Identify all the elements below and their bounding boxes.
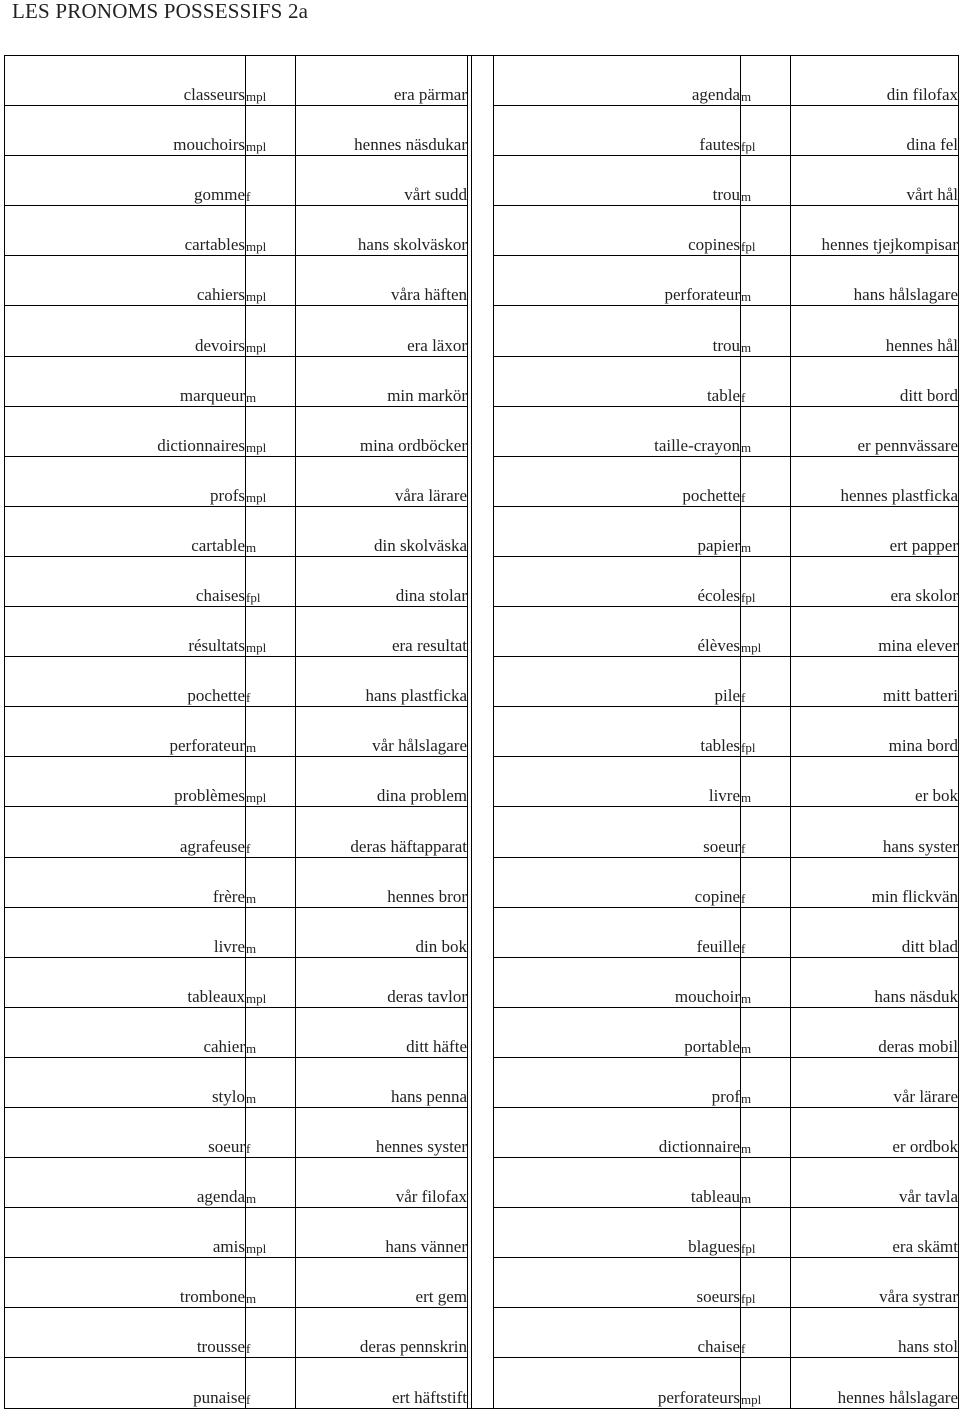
french-noun-left: marqueur xyxy=(5,356,246,406)
gender-right: mpl xyxy=(741,607,791,657)
divider-gap xyxy=(472,1258,494,1308)
french-noun-left: trousse xyxy=(5,1308,246,1358)
gender-right: m xyxy=(741,306,791,356)
french-noun-left: gomme xyxy=(5,156,246,206)
table-row xyxy=(5,106,959,156)
gender-right: f xyxy=(741,907,791,957)
gender-left: m xyxy=(246,907,296,957)
french-noun-right: portable xyxy=(494,1007,741,1057)
french-noun-left: cahiers xyxy=(5,256,246,306)
table-row xyxy=(5,1057,959,1107)
table-row xyxy=(5,957,959,1007)
french-noun-left: trombone xyxy=(5,1258,246,1308)
french-noun-right: dictionnaire xyxy=(494,1107,741,1157)
french-noun-left: stylo xyxy=(5,1057,246,1107)
divider-gap xyxy=(472,406,494,456)
table-row xyxy=(5,1007,959,1057)
french-noun-left: amis xyxy=(5,1208,246,1258)
swedish-translation-left: hans vänner xyxy=(296,1208,468,1258)
swedish-translation-left: deras pennskrin xyxy=(296,1308,468,1358)
divider-gap xyxy=(472,1107,494,1157)
gender-right: f xyxy=(741,807,791,857)
french-noun-right: perforateur xyxy=(494,256,741,306)
swedish-translation-right: mina elever xyxy=(791,607,959,657)
swedish-translation-left: vår filofax xyxy=(296,1158,468,1208)
swedish-translation-right: er bok xyxy=(791,757,959,807)
swedish-translation-right: er pennvässare xyxy=(791,406,959,456)
french-noun-right: fautes xyxy=(494,106,741,156)
table-row xyxy=(5,807,959,857)
gender-left: mpl xyxy=(246,56,296,106)
swedish-translation-right: hans näsduk xyxy=(791,957,959,1007)
gender-left: f xyxy=(246,1308,296,1358)
french-noun-left: classeurs xyxy=(5,56,246,106)
french-noun-right: soeurs xyxy=(494,1258,741,1308)
divider-gap xyxy=(472,807,494,857)
table-row xyxy=(5,56,959,106)
divider-gap xyxy=(472,957,494,1007)
french-noun-left: pochette xyxy=(5,657,246,707)
french-noun-left: cahier xyxy=(5,1007,246,1057)
french-noun-left: perforateur xyxy=(5,707,246,757)
divider-gap xyxy=(472,356,494,406)
gender-right: f xyxy=(741,657,791,707)
gender-left: m xyxy=(246,1007,296,1057)
french-noun-left: agrafeuse xyxy=(5,807,246,857)
french-noun-left: soeur xyxy=(5,1107,246,1157)
table-row xyxy=(5,657,959,707)
gender-left: m xyxy=(246,857,296,907)
table-row xyxy=(5,1158,959,1208)
table-row xyxy=(5,256,959,306)
gender-right: m xyxy=(741,1007,791,1057)
table-row xyxy=(5,1308,959,1358)
swedish-translation-right: vårt hål xyxy=(791,156,959,206)
swedish-translation-left: hennes bror xyxy=(296,857,468,907)
french-noun-right: tables xyxy=(494,707,741,757)
swedish-translation-right: vår lärare xyxy=(791,1057,959,1107)
divider-gap xyxy=(472,1208,494,1258)
swedish-translation-right: hennes hålslagare xyxy=(791,1358,959,1408)
french-noun-left: problèmes xyxy=(5,757,246,807)
swedish-translation-left: hennes syster xyxy=(296,1107,468,1157)
table-row xyxy=(5,1208,959,1258)
swedish-translation-left: deras häftapparat xyxy=(296,807,468,857)
table-row xyxy=(5,1258,959,1308)
french-noun-right: trou xyxy=(494,156,741,206)
table-row xyxy=(5,506,959,556)
french-noun-right: pochette xyxy=(494,456,741,506)
swedish-translation-right: hennes hål xyxy=(791,306,959,356)
divider-gap xyxy=(472,1057,494,1107)
gender-right: fpl xyxy=(741,1208,791,1258)
swedish-translation-left: era resultat xyxy=(296,607,468,657)
gender-right: mpl xyxy=(741,1358,791,1408)
gender-left: mpl xyxy=(246,607,296,657)
table-row xyxy=(5,1107,959,1157)
gender-right: fpl xyxy=(741,556,791,606)
french-noun-right: mouchoir xyxy=(494,957,741,1007)
french-noun-left: devoirs xyxy=(5,306,246,356)
divider-gap xyxy=(472,757,494,807)
gender-right: f xyxy=(741,456,791,506)
gender-left: f xyxy=(246,156,296,206)
swedish-translation-left: mina ordböcker xyxy=(296,406,468,456)
french-noun-right: écoles xyxy=(494,556,741,606)
swedish-translation-right: hans hålslagare xyxy=(791,256,959,306)
french-noun-right: blagues xyxy=(494,1208,741,1258)
french-noun-right: chaise xyxy=(494,1308,741,1358)
divider-gap xyxy=(472,206,494,256)
divider-gap xyxy=(472,256,494,306)
table-row xyxy=(5,707,959,757)
gender-right: m xyxy=(741,56,791,106)
french-noun-right: perforateurs xyxy=(494,1358,741,1408)
table-row xyxy=(5,406,959,456)
divider-gap xyxy=(472,156,494,206)
table-row xyxy=(5,206,959,256)
swedish-translation-left: ditt häfte xyxy=(296,1007,468,1057)
swedish-translation-right: ditt bord xyxy=(791,356,959,406)
french-noun-right: prof xyxy=(494,1057,741,1107)
gender-right: fpl xyxy=(741,707,791,757)
gender-left: mpl xyxy=(246,957,296,1007)
swedish-translation-right: hennes tjejkompisar xyxy=(791,206,959,256)
french-noun-left: dictionnaires xyxy=(5,406,246,456)
swedish-translation-left: våra häften xyxy=(296,256,468,306)
french-noun-right: livre xyxy=(494,757,741,807)
gender-right: fpl xyxy=(741,106,791,156)
table-row xyxy=(5,757,959,807)
gender-right: m xyxy=(741,1158,791,1208)
divider-gap xyxy=(472,456,494,506)
swedish-translation-right: min flickvän xyxy=(791,857,959,907)
french-noun-right: tableau xyxy=(494,1158,741,1208)
french-noun-left: cartable xyxy=(5,506,246,556)
swedish-translation-right: hans syster xyxy=(791,807,959,857)
swedish-translation-left: hans penna xyxy=(296,1057,468,1107)
gender-left: mpl xyxy=(246,456,296,506)
swedish-translation-left: dina problem xyxy=(296,757,468,807)
gender-left: mpl xyxy=(246,306,296,356)
gender-right: m xyxy=(741,757,791,807)
french-noun-left: tableaux xyxy=(5,957,246,1007)
gender-left: mpl xyxy=(246,256,296,306)
french-noun-right: trou xyxy=(494,306,741,356)
french-noun-right: pile xyxy=(494,657,741,707)
divider-gap xyxy=(472,857,494,907)
swedish-translation-right: ert papper xyxy=(791,506,959,556)
gender-left: mpl xyxy=(246,406,296,456)
french-noun-left: cartables xyxy=(5,206,246,256)
divider-gap xyxy=(472,907,494,957)
swedish-translation-right: vår tavla xyxy=(791,1158,959,1208)
french-noun-left: frère xyxy=(5,857,246,907)
gender-left: m xyxy=(246,1057,296,1107)
swedish-translation-right: dina fel xyxy=(791,106,959,156)
table-row xyxy=(5,456,959,506)
swedish-translation-left: din bok xyxy=(296,907,468,957)
swedish-translation-right: era skämt xyxy=(791,1208,959,1258)
french-noun-right: taille-crayon xyxy=(494,406,741,456)
gender-right: m xyxy=(741,156,791,206)
swedish-translation-left: min markör xyxy=(296,356,468,406)
gender-right: m xyxy=(741,1107,791,1157)
table-row xyxy=(5,356,959,406)
swedish-translation-right: hennes plastficka xyxy=(791,456,959,506)
french-noun-right: soeur xyxy=(494,807,741,857)
gender-left: mpl xyxy=(246,206,296,256)
gender-right: f xyxy=(741,1308,791,1358)
french-noun-left: résultats xyxy=(5,607,246,657)
swedish-translation-right: mina bord xyxy=(791,707,959,757)
gender-left: mpl xyxy=(246,106,296,156)
gender-left: f xyxy=(246,1107,296,1157)
french-noun-right: élèves xyxy=(494,607,741,657)
gender-right: fpl xyxy=(741,1258,791,1308)
divider-gap xyxy=(472,306,494,356)
swedish-translation-left: hans skolväskor xyxy=(296,206,468,256)
divider-gap xyxy=(472,1158,494,1208)
swedish-translation-right: deras mobil xyxy=(791,1007,959,1057)
divider-gap xyxy=(472,607,494,657)
gender-left: fpl xyxy=(246,556,296,606)
gender-right: f xyxy=(741,857,791,907)
french-noun-left: punaise xyxy=(5,1358,246,1408)
swedish-translation-right: era skolor xyxy=(791,556,959,606)
table-row xyxy=(5,1358,959,1408)
french-noun-right: feuille xyxy=(494,907,741,957)
gender-left: m xyxy=(246,707,296,757)
french-noun-left: mouchoirs xyxy=(5,106,246,156)
swedish-translation-left: ert häftstift xyxy=(296,1358,468,1408)
swedish-translation-left: dina stolar xyxy=(296,556,468,606)
swedish-translation-right: er ordbok xyxy=(791,1107,959,1157)
gender-left: mpl xyxy=(246,1208,296,1258)
french-noun-left: livre xyxy=(5,907,246,957)
french-noun-right: agenda xyxy=(494,56,741,106)
swedish-translation-left: era pärmar xyxy=(296,56,468,106)
divider-gap xyxy=(472,506,494,556)
french-noun-left: chaises xyxy=(5,556,246,606)
gender-left: m xyxy=(246,1258,296,1308)
gender-right: m xyxy=(741,406,791,456)
swedish-translation-left: ert gem xyxy=(296,1258,468,1308)
swedish-translation-left: deras tavlor xyxy=(296,957,468,1007)
divider-gap xyxy=(472,1308,494,1358)
swedish-translation-right: våra systrar xyxy=(791,1258,959,1308)
french-noun-right: papier xyxy=(494,506,741,556)
gender-left: f xyxy=(246,657,296,707)
table-row xyxy=(5,907,959,957)
divider-gap xyxy=(472,1007,494,1057)
gender-right: f xyxy=(741,356,791,406)
swedish-translation-right: mitt batteri xyxy=(791,657,959,707)
vocabulary-table xyxy=(4,55,959,1409)
swedish-translation-left: hennes näsdukar xyxy=(296,106,468,156)
divider-gap xyxy=(472,56,494,106)
swedish-translation-left: din skolväska xyxy=(296,506,468,556)
gender-right: m xyxy=(741,1057,791,1107)
french-noun-right: copine xyxy=(494,857,741,907)
gender-left: m xyxy=(246,356,296,406)
swedish-translation-right: din filofax xyxy=(791,56,959,106)
gender-right: m xyxy=(741,957,791,1007)
table-row xyxy=(5,556,959,606)
gender-right: m xyxy=(741,256,791,306)
table-row xyxy=(5,857,959,907)
gender-left: f xyxy=(246,807,296,857)
swedish-translation-left: vår hålslagare xyxy=(296,707,468,757)
table-row xyxy=(5,607,959,657)
divider-gap xyxy=(472,556,494,606)
divider-gap xyxy=(472,106,494,156)
divider-gap xyxy=(472,707,494,757)
gender-left: m xyxy=(246,1158,296,1208)
swedish-translation-left: vårt sudd xyxy=(296,156,468,206)
swedish-translation-left: hans plastficka xyxy=(296,657,468,707)
swedish-translation-left: våra lärare xyxy=(296,456,468,506)
swedish-translation-right: ditt blad xyxy=(791,907,959,957)
gender-right: m xyxy=(741,506,791,556)
table-row xyxy=(5,306,959,356)
french-noun-right: table xyxy=(494,356,741,406)
gender-left: m xyxy=(246,506,296,556)
divider-gap xyxy=(472,1358,494,1408)
french-noun-right: copines xyxy=(494,206,741,256)
french-noun-left: agenda xyxy=(5,1158,246,1208)
divider-gap xyxy=(472,657,494,707)
french-noun-left: profs xyxy=(5,456,246,506)
gender-left: mpl xyxy=(246,757,296,807)
gender-right: fpl xyxy=(741,206,791,256)
swedish-translation-left: era läxor xyxy=(296,306,468,356)
swedish-translation-right: hans stol xyxy=(791,1308,959,1358)
gender-left: f xyxy=(246,1358,296,1408)
table-row xyxy=(5,156,959,206)
page-title: LES PRONOMS POSSESSIFS 2a xyxy=(12,0,309,23)
